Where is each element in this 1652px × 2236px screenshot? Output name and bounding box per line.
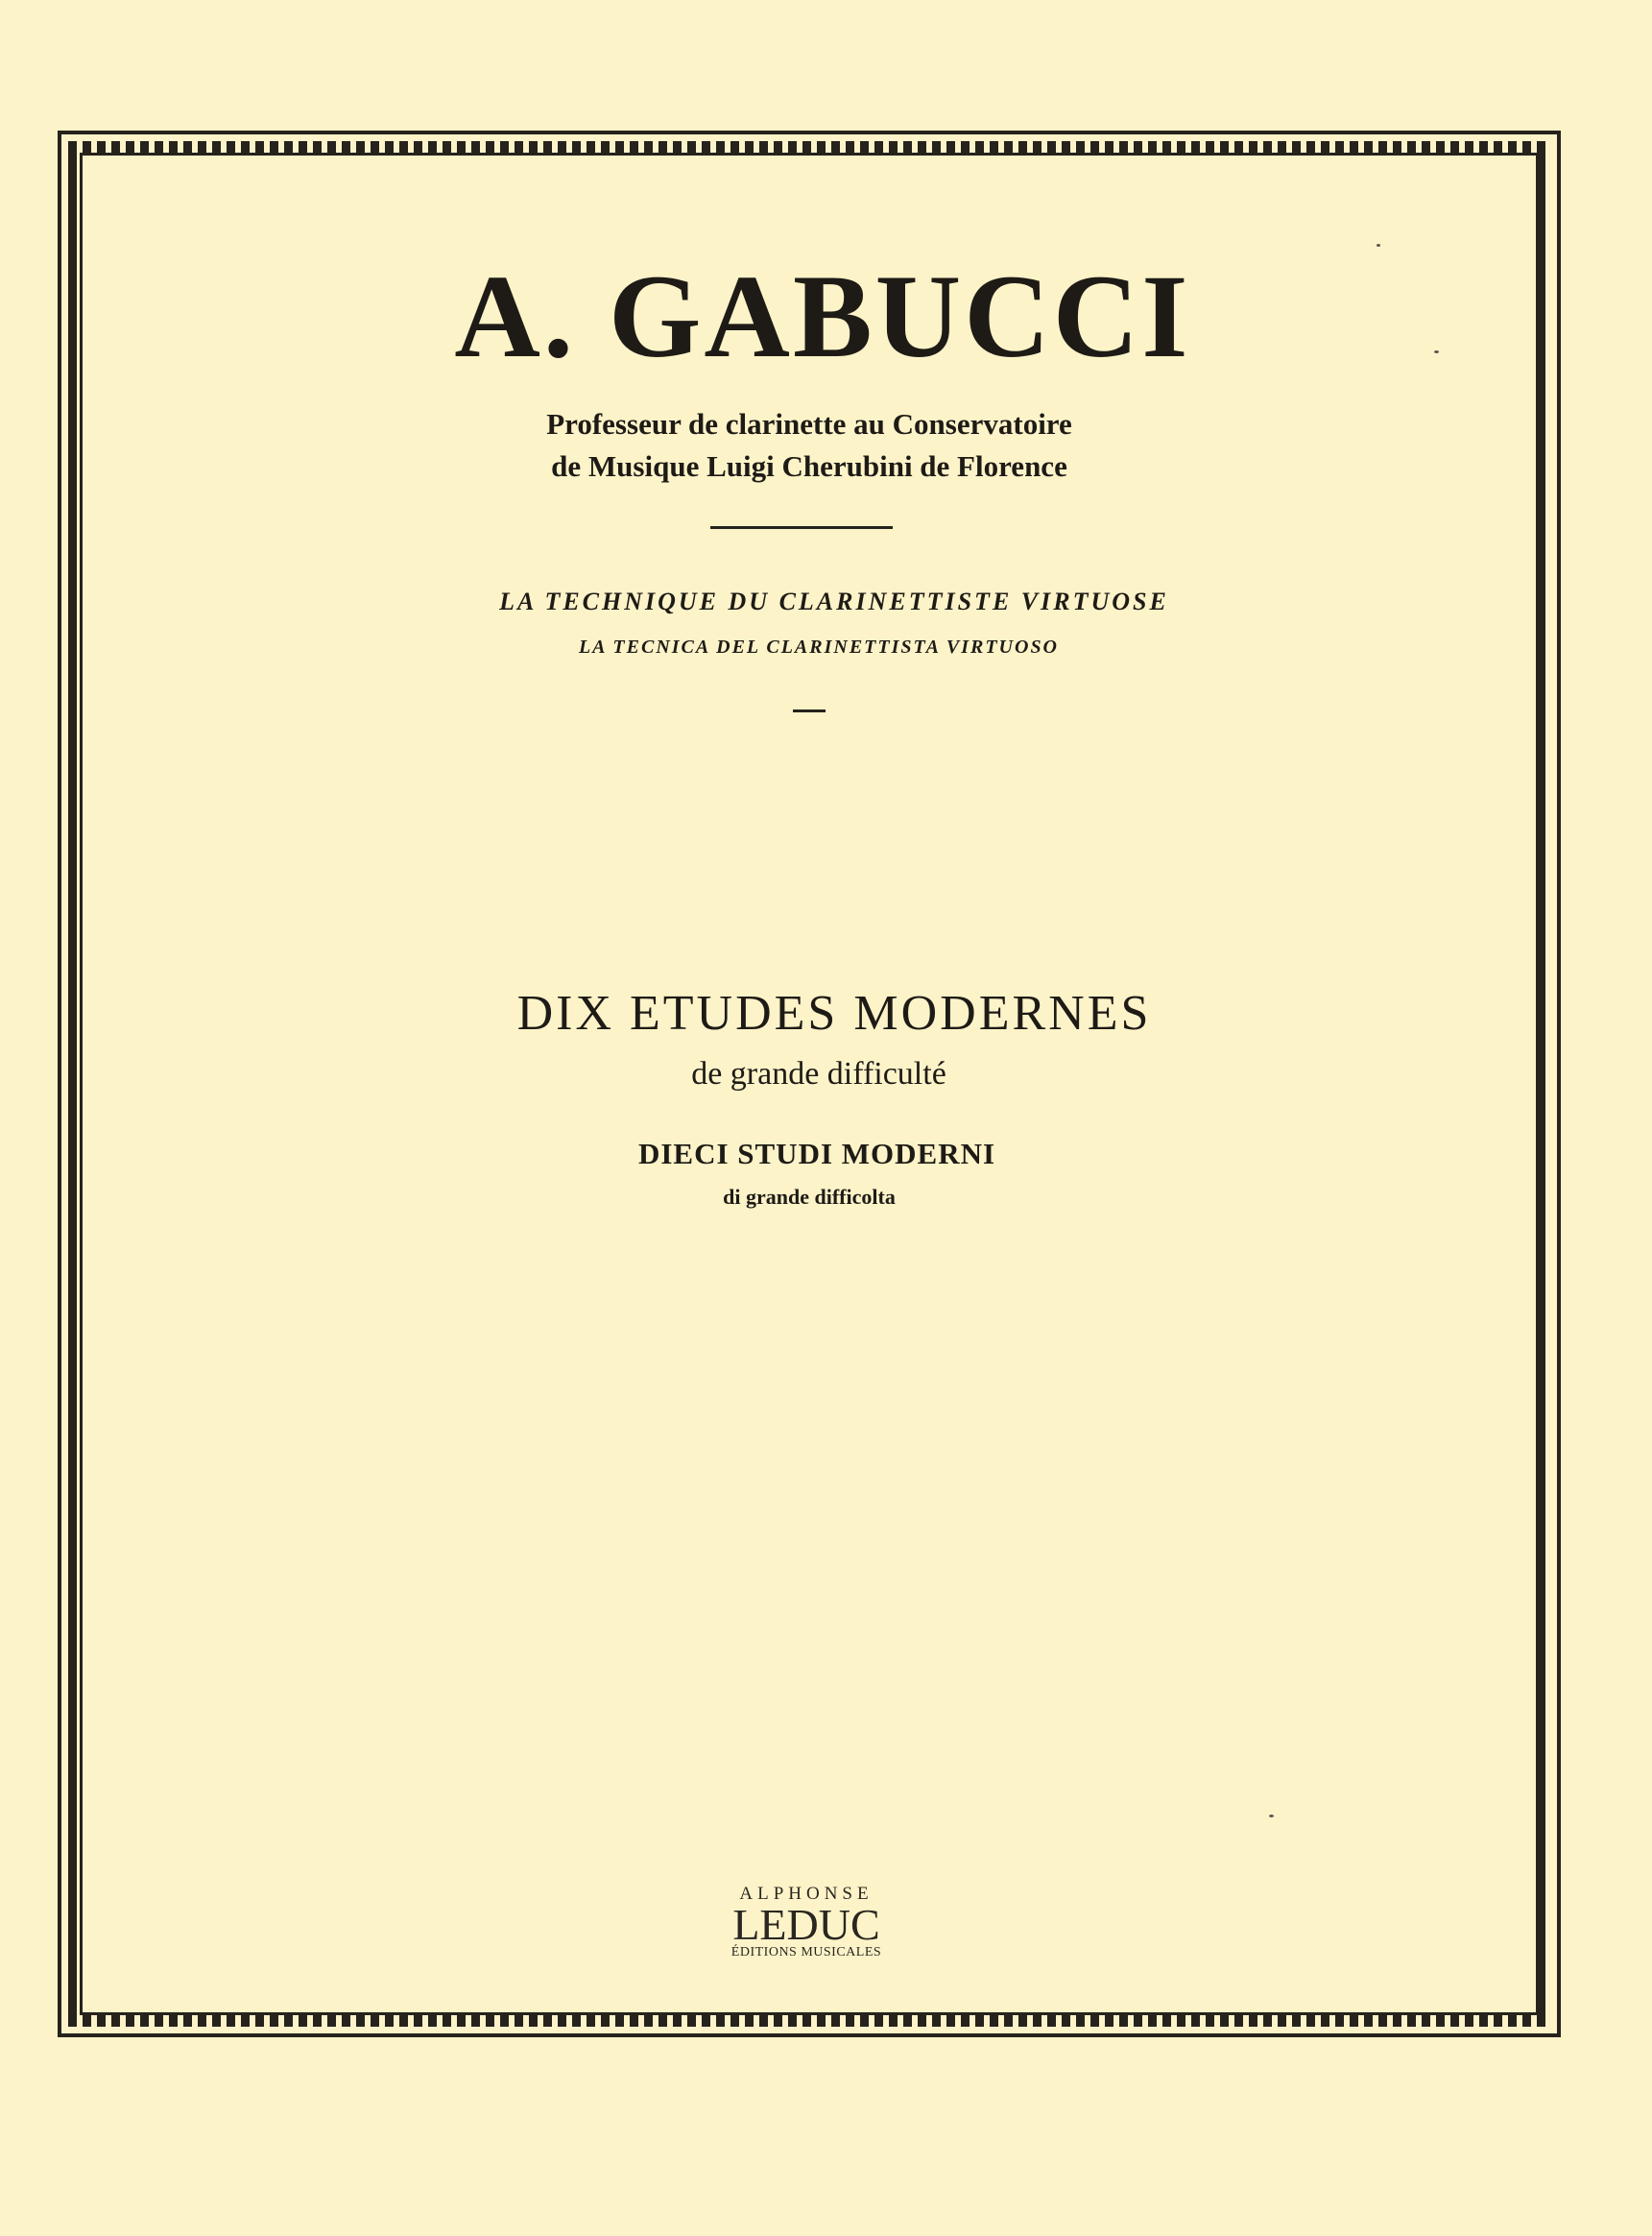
author-name: A. GABUCCI: [454, 251, 1191, 382]
publisher-logo: [710, 1884, 902, 1960]
paper-speck: [1434, 350, 1439, 353]
work-subtitle-italian: di grande difficolta: [723, 1185, 896, 1209]
author-role: [58, 403, 1561, 488]
publisher-tagline: ÉDITIONS MUSICALES: [730, 1945, 882, 1960]
paper-speck: [1269, 1815, 1274, 1817]
author-role-line-2: de Musique Luigi Cherubini de Florence: [551, 449, 1067, 483]
work-subtitle-french: de grande difficulté: [691, 1056, 946, 1092]
series-title-italian: LA TECNICA DEL CLARINETTISTA VIRTUOSO: [578, 637, 1060, 658]
author-role-line-1: Professeur de clarinette au Conservatoire: [546, 407, 1072, 441]
work-title-french: DIX ETUDES MODERNES: [516, 986, 1152, 1041]
divider-rule: [710, 526, 893, 529]
publisher-name: LEDUC: [732, 1900, 880, 1949]
series-title-french: LA TECHNIQUE DU CLARINETTISTE VIRTUOSE: [499, 588, 1169, 615]
divider-dash: [793, 709, 826, 712]
work-title-italian: DIECI STUDI MODERNI: [637, 1137, 996, 1170]
publisher-first-name: ALPHONSE: [739, 1884, 874, 1904]
paper-speck: [1377, 244, 1380, 247]
